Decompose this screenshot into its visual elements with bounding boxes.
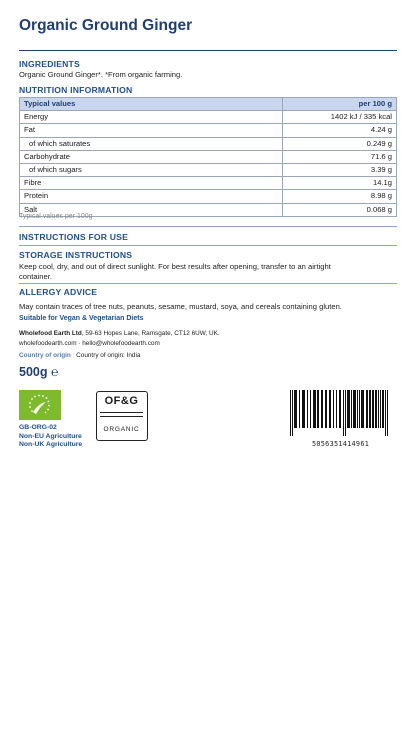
barcode-bar [385, 390, 386, 436]
barcode-bar [345, 390, 346, 436]
barcode-bar [307, 390, 308, 428]
barcode-bar [378, 390, 379, 428]
barcode-bar [343, 390, 344, 436]
barcode-bar [353, 390, 356, 428]
nutrient-label: Salt [20, 203, 283, 216]
typical-values-header: Typical values [20, 98, 283, 111]
nutrition-row [20, 150, 397, 163]
nutrient-label: Fibre [20, 177, 283, 190]
nutrition-footnote: Typical values per 100g [19, 213, 93, 220]
suitable-diets: Suitable for Vegan & Vegetarian Diets [19, 315, 144, 322]
origin-line [19, 352, 140, 359]
nutrition-heading: NUTRITION INFORMATION [19, 85, 133, 95]
nutrition-header-row [20, 98, 397, 111]
net-weight [19, 365, 59, 379]
barcode-bar [375, 390, 377, 428]
weight-value: 500g [19, 365, 48, 379]
nutrient-value: 8.98 g [283, 190, 397, 203]
barcode-bar [357, 390, 358, 428]
barcode-bar [351, 390, 352, 428]
nutrition-table-body [20, 111, 397, 217]
nutrition-row [20, 163, 397, 176]
barcode-bar [313, 390, 316, 428]
barcode-bar [347, 390, 350, 428]
storage-line-2: container. [19, 272, 52, 281]
barcode-bar [387, 390, 388, 436]
barcode-bar [369, 390, 371, 428]
barcode-bar [361, 390, 364, 428]
nutrition-row [20, 177, 397, 190]
barcode-bar [372, 390, 374, 428]
title-divider [19, 50, 397, 51]
barcode-bar [310, 390, 311, 428]
nutrition-row [20, 111, 397, 124]
storage-line-1: Keep cool, dry, and out of direct sunlight. For best results after opening, transfer to an airtight [19, 262, 331, 271]
nutrient-label: Energy [20, 111, 283, 124]
organic-code: GB-ORG-02 [19, 424, 57, 431]
barcode-bar [299, 390, 300, 428]
ofg-divider [100, 412, 143, 413]
instructions-heading: INSTRUCTIONS FOR USE [19, 232, 129, 242]
estimated-mark: ℮ [50, 365, 59, 379]
nutrient-value: 0.249 g [283, 137, 397, 150]
ingredients-heading: INGREDIENTS [19, 59, 80, 69]
barcode-bar [359, 390, 360, 428]
nutrition-row [20, 137, 397, 150]
nutrient-value: 14.1g [283, 177, 397, 190]
company-contact: wholefoodearth.com · hello@wholefoodearth.com [19, 340, 160, 347]
ofg-logo-bottom: ORGANIC [103, 426, 140, 433]
ofg-divider-2 [100, 416, 143, 417]
nutrition-table [19, 97, 397, 217]
barcode-bar [333, 390, 334, 428]
barcode-bar [339, 390, 341, 428]
product-title: Organic Ground Ginger [19, 17, 193, 34]
origin-label: Country of origin [19, 352, 71, 359]
eu-organic-logo [19, 390, 61, 420]
allergy-heading: ALLERGY ADVICE [19, 287, 98, 297]
nutrient-value: 4.24 g [283, 124, 397, 137]
storage-heading: STORAGE INSTRUCTIONS [19, 250, 133, 260]
barcode-image [290, 390, 400, 438]
nutrient-label: Protein [20, 190, 283, 203]
barcode-bar [325, 390, 327, 428]
ingredients-text: Organic Ground Ginger*. *From organic farming. [19, 70, 183, 79]
agriculture-line-1: Non-EU Agriculture [19, 433, 82, 440]
nutrient-value: 3.39 g [283, 163, 397, 176]
nutrient-label: of which saturates [20, 137, 283, 150]
storage-divider [19, 283, 397, 284]
ofg-organic-logo [96, 391, 148, 441]
barcode-bar [290, 390, 291, 436]
company-street: , 59-63 Hopes Lane, Ramsgate, CT12 6UW, UK. [81, 330, 220, 337]
nutrient-value: 1402 kJ / 335 kcal [283, 111, 397, 124]
barcode-bar [294, 390, 297, 428]
barcode-bar [321, 390, 323, 428]
per-100g-header: per 100 g [283, 98, 397, 111]
agriculture-line-2: Non-UK Agriculture [19, 441, 83, 448]
barcode-bar [317, 390, 319, 428]
barcode-bar [380, 390, 381, 428]
barcode-bar [292, 390, 293, 436]
nutrient-label: Carbohydrate [20, 150, 283, 163]
nutrient-label: Fat [20, 124, 283, 137]
nutrient-value: 71.6 g [283, 150, 397, 163]
barcode-bar [329, 390, 331, 428]
barcode-bar [302, 390, 305, 428]
nutrition-row [20, 124, 397, 137]
nutrient-label: of which sugars [20, 163, 283, 176]
barcode-bar [336, 390, 337, 428]
company-name: Wholefood Earth Ltd [19, 330, 82, 337]
barcode-bar [382, 390, 384, 428]
barcode-bar [366, 390, 368, 428]
nutrition-row [20, 190, 397, 203]
company-address [19, 330, 220, 337]
origin-value: Country of origin: India [76, 352, 141, 359]
allergy-text: May contain traces of tree nuts, peanuts, sesame, mustard, soya, and cereals containing gluten. [19, 302, 342, 311]
instructions-divider [19, 245, 397, 246]
ofg-logo-top: OF&G [104, 395, 139, 407]
barcode-number: 5056351414961 [312, 440, 370, 448]
footnote-divider [19, 226, 397, 227]
eu-leaf-icon [19, 390, 61, 420]
nutrient-value: 0.068 g [283, 203, 397, 216]
